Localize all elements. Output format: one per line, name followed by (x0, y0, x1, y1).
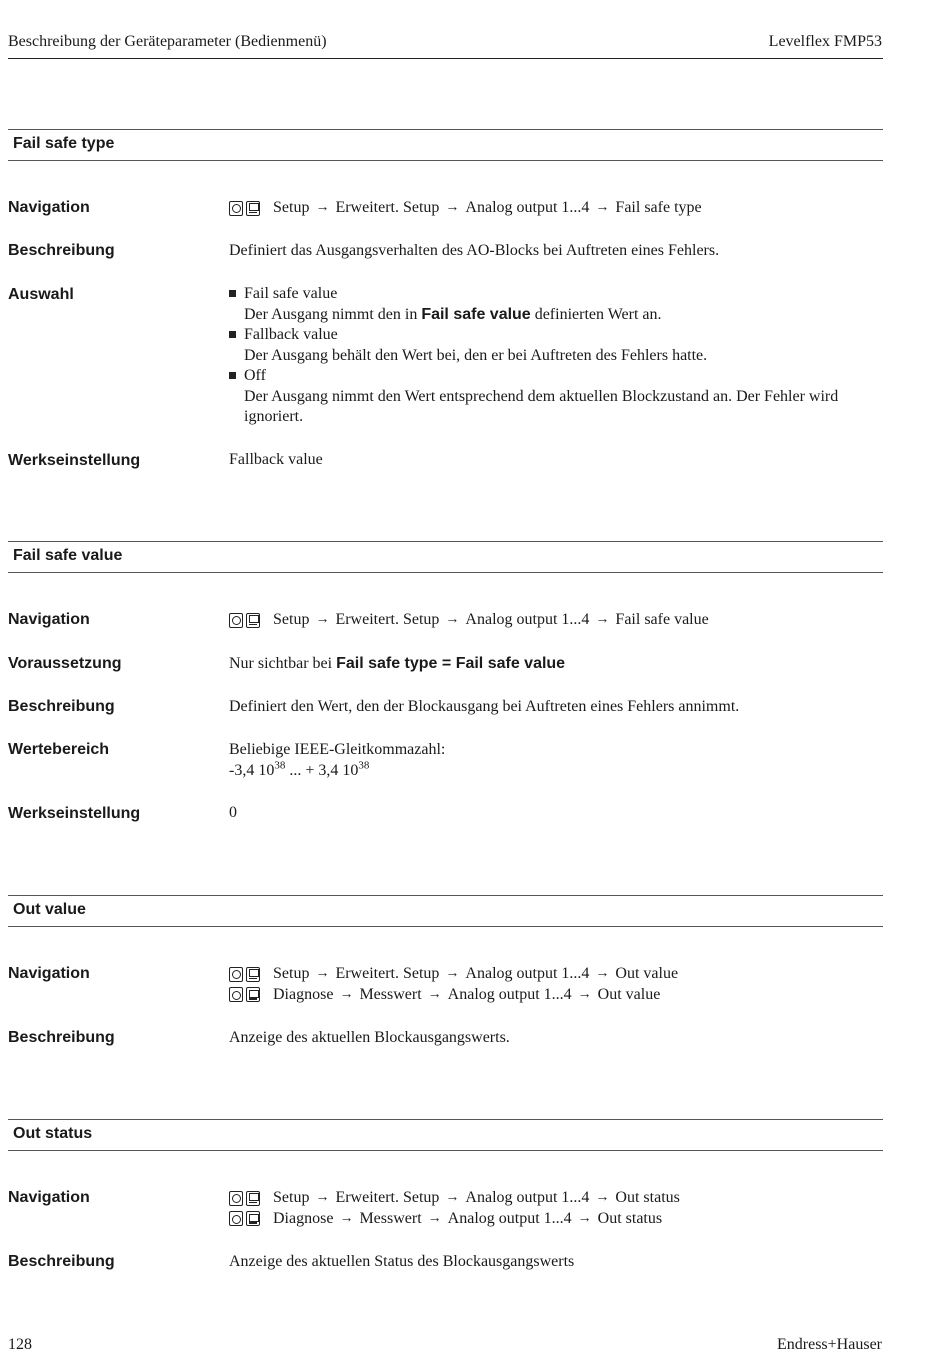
description-out-status: Anzeige des aktuellen Status des Blockausgangswerts (229, 1253, 575, 1270)
arrow-right-icon: → (595, 1190, 610, 1205)
display-icon (246, 967, 260, 982)
prerequisite: Nur sichtbar bei Fail safe type = Fail safe value (229, 655, 566, 672)
nav-paths-out-value (229, 964, 879, 1005)
nav-step: Erweitert. Setup (335, 199, 440, 216)
arrow-right-icon: → (339, 986, 354, 1002)
nav-step: Setup (273, 965, 310, 982)
label-wertebereich: Wertebereich (8, 741, 110, 758)
nav-step: Out value (597, 985, 661, 1003)
label-werkseinstellung: Werkseinstellung (8, 452, 141, 469)
description-fail-safe-value: Definiert den Wert, den der Blockausgang bei Auftreten eines Fehlers annimmt. (229, 698, 740, 715)
display-icon (246, 201, 260, 216)
description-fail-safe-type: Definiert das Ausgangsverhalten des AO-Blocks bei Auftreten eines Fehlers. (229, 242, 720, 259)
footer-brand: Endress+Hauser (777, 1336, 882, 1353)
arrow-right-icon: → (427, 1210, 442, 1226)
nav-step: Messwert (359, 1209, 422, 1227)
section-rule-top (8, 895, 883, 896)
nav-step: Out status (597, 1209, 663, 1227)
operating-tool-icon (229, 967, 243, 982)
bullet-icon (229, 290, 236, 297)
nav-step: Diagnose (273, 985, 334, 1003)
nav-step: Analog output 1...4 (465, 1189, 590, 1206)
display-icon (246, 987, 260, 1002)
arrow-right-icon: → (339, 1210, 354, 1226)
description-out-value: Anzeige des aktuellen Blockausgangswerts. (229, 1029, 510, 1046)
section-title-fail-safe-type: Fail safe type (13, 135, 115, 152)
option-item (229, 325, 874, 366)
nav-step: Setup (273, 199, 310, 216)
operating-tool-icon (229, 613, 243, 628)
option-desc: Der Ausgang nimmt den in Fail safe value definierten Wert an. (244, 305, 662, 323)
option-name: Off (244, 367, 266, 384)
label-voraussetzung: Voraussetzung (8, 655, 122, 672)
option-desc: Der Ausgang behält den Wert bei, den er bei Auftreten des Fehlers hatte. (244, 346, 708, 364)
section-rule-bottom (8, 926, 883, 927)
operating-tool-icon (229, 1191, 243, 1206)
section-rule-top (8, 1119, 883, 1120)
value-range (229, 740, 879, 781)
nav-step: Analog output 1...4 (447, 1209, 572, 1227)
label-auswahl: Auswahl (8, 286, 74, 303)
option-name: Fail safe value (244, 285, 338, 302)
nav-path (229, 964, 879, 985)
arrow-right-icon: → (577, 986, 592, 1002)
operating-tool-icon (229, 987, 243, 1002)
section-title-out-status: Out status (13, 1125, 93, 1142)
page-number: 128 (8, 1336, 32, 1353)
nav-step: Erweitert. Setup (335, 611, 440, 628)
nav-step: Analog output 1...4 (465, 965, 590, 982)
operating-tool-icon (229, 1211, 243, 1226)
value-range-type: Beliebige IEEE-Gleitkommazahl: (229, 741, 446, 758)
option-name: Fallback value (244, 326, 338, 343)
option-desc: Der Ausgang nimmt den Wert entsprechend dem aktuellen Blockzustand an. Der Fehler wird ignoriert. (244, 387, 839, 425)
label-beschreibung: Beschreibung (8, 242, 115, 259)
section-title-out-value: Out value (13, 901, 86, 918)
arrow-right-icon: → (577, 1210, 592, 1226)
nav-step: Setup (273, 1189, 310, 1206)
section-rule-bottom (8, 160, 883, 161)
arrow-right-icon: → (445, 966, 460, 981)
nav-step: Setup (273, 611, 310, 628)
nav-step: Fail safe type (615, 199, 702, 216)
nav-path (229, 1188, 879, 1209)
arrow-right-icon: → (315, 966, 330, 981)
section-rule-top (8, 129, 883, 130)
operating-tool-icon (229, 201, 243, 216)
label-navigation: Navigation (8, 1189, 90, 1206)
section-rule-top (8, 541, 883, 542)
option-item (229, 366, 874, 428)
nav-step: Analog output 1...4 (447, 985, 572, 1003)
display-icon (246, 1211, 260, 1226)
section-rule-bottom (8, 572, 883, 573)
nav-path (229, 985, 879, 1006)
bullet-icon (229, 372, 236, 379)
default-fail-safe-value: 0 (229, 804, 237, 821)
option-item (229, 284, 874, 325)
running-header-title: Beschreibung der Geräteparameter (Bedienmenü) (8, 33, 327, 50)
default-fail-safe-type: Fallback value (229, 451, 323, 468)
header-rule (8, 58, 883, 59)
nav-step: Analog output 1...4 (465, 611, 590, 628)
display-icon (246, 613, 260, 628)
nav-step: Analog output 1...4 (465, 199, 590, 216)
arrow-right-icon: → (445, 612, 460, 627)
nav-step: Fail safe value (615, 611, 709, 628)
arrow-right-icon: → (595, 966, 610, 981)
label-beschreibung: Beschreibung (8, 1029, 115, 1046)
label-navigation: Navigation (8, 199, 90, 216)
label-beschreibung: Beschreibung (8, 698, 115, 715)
running-header-product: Levelflex FMP53 (768, 33, 882, 50)
section-title-fail-safe-value: Fail safe value (13, 547, 123, 564)
nav-path (229, 1209, 879, 1230)
section-rule-bottom (8, 1150, 883, 1151)
options-list (229, 284, 874, 428)
arrow-right-icon: → (427, 986, 442, 1002)
arrow-right-icon: → (315, 200, 330, 215)
arrow-right-icon: → (445, 200, 460, 215)
arrow-right-icon: → (595, 612, 610, 627)
arrow-right-icon: → (315, 1190, 330, 1205)
nav-path-fail-safe-value (229, 610, 879, 631)
label-navigation: Navigation (8, 965, 90, 982)
arrow-right-icon: → (595, 200, 610, 215)
arrow-right-icon: → (315, 612, 330, 627)
nav-step: Diagnose (273, 1209, 334, 1227)
nav-step: Messwert (359, 985, 422, 1003)
bullet-icon (229, 331, 236, 338)
label-navigation: Navigation (8, 611, 90, 628)
nav-step: Out value (615, 965, 679, 982)
nav-path-fail-safe-type (229, 198, 879, 219)
nav-step: Erweitert. Setup (335, 1189, 440, 1206)
nav-paths-out-status (229, 1188, 879, 1229)
value-range-limits: -3,4 $10^{38}$ ... + 3,4 $10^{38}$ (229, 759, 370, 779)
arrow-right-icon: → (445, 1190, 460, 1205)
display-icon (246, 1191, 260, 1206)
label-beschreibung: Beschreibung (8, 1253, 115, 1270)
label-werkseinstellung: Werkseinstellung (8, 805, 141, 822)
nav-step: Out status (615, 1189, 680, 1206)
nav-step: Erweitert. Setup (335, 965, 440, 982)
